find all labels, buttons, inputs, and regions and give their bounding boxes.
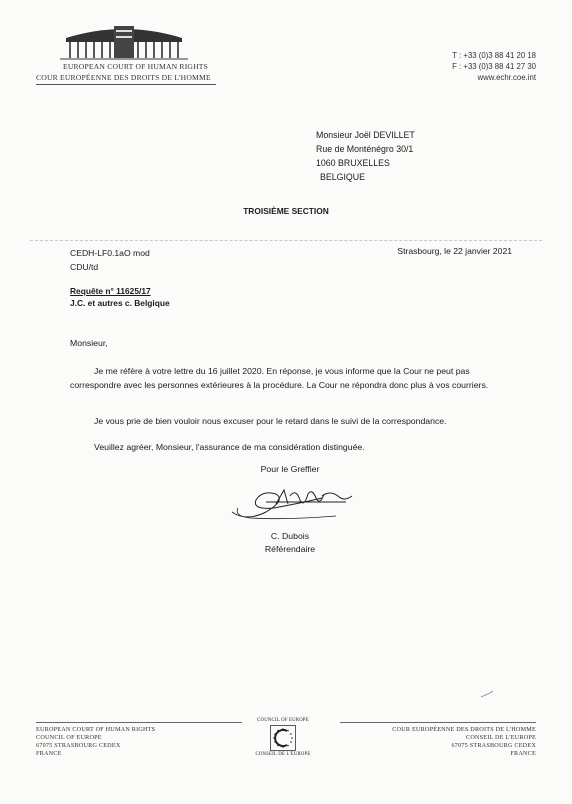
reference-code: CEDH-LF0.1aO mod xyxy=(70,248,150,258)
paragraph-1: Je me réfère à votre lettre du 16 juillet 2020. En réponse, je vous informe que la Cour ne peut pas correspondre avec les personnes extérieures à la procédure. La Cour ne répondra donc plus à vos courriers. xyxy=(70,366,489,390)
footer-rule-left xyxy=(36,722,242,723)
fax-number: F : +33 (0)3 88 41 27 30 xyxy=(452,62,536,71)
recipient-address xyxy=(316,128,415,184)
paragraph-3: Veuillez agréer, Monsieur, l'assurance de ma considération distinguée. xyxy=(94,442,365,452)
council-of-europe-emblem xyxy=(252,718,314,757)
coe-label-fr: CONSEIL DE L'EUROPE xyxy=(255,752,311,757)
footer-en-line: 67075 STRASBOURG CEDEX xyxy=(36,742,121,749)
faint-divider xyxy=(30,240,542,241)
application-block xyxy=(70,285,170,309)
court-building-logo xyxy=(58,14,190,60)
handwritten-signature xyxy=(226,482,366,524)
phone-number: T : +33 (0)3 88 41 20 18 xyxy=(452,51,536,60)
recipient-name: Monsieur Joël DEVILLET xyxy=(316,130,415,140)
footer-fr-line: CONSEIL DE L'EUROPE xyxy=(466,734,536,741)
paragraph-2: Je vous prie de bien vouloir nous excuser pour le retard dans le suivi de la correspondance. xyxy=(94,416,447,426)
footer-fr-line: 67075 STRASBOURG CEDEX xyxy=(451,742,536,749)
recipient-country: BELGIQUE xyxy=(320,172,365,182)
section-title: TROISIÈME SECTION xyxy=(243,206,329,216)
court-name-en: EUROPEAN COURT OF HUMAN RIGHTS xyxy=(63,62,209,71)
application-number: Requête n° 11625/17 xyxy=(70,286,151,296)
website-link[interactable]: www.echr.coe.int xyxy=(477,73,536,82)
court-name-fr: COUR EUROPÉENNE DES DROITS DE L'HOMME xyxy=(36,73,211,82)
reference-block xyxy=(70,246,150,274)
pen-mark xyxy=(480,690,494,698)
recipient-city: 1060 BRUXELLES xyxy=(316,158,390,168)
coe-label-en: COUNCIL OF EUROPE xyxy=(257,718,309,723)
footer-en-line: EUROPEAN COURT OF HUMAN RIGHTS xyxy=(36,726,156,733)
salutation: Monsieur, xyxy=(70,338,108,348)
signatory-block xyxy=(200,530,380,556)
signatory-title: Référendaire xyxy=(264,544,316,554)
footer-rule-right xyxy=(340,722,536,723)
footer-address-fr xyxy=(392,726,536,758)
footer-en-line: COUNCIL OF EUROPE xyxy=(36,734,102,741)
signatory-name: C. Dubois xyxy=(270,531,310,541)
case-title: J.C. et autres c. Belgique xyxy=(70,298,170,308)
header-divider xyxy=(36,84,216,85)
footer-address-en xyxy=(36,726,155,758)
signature-for: Pour le Greffier xyxy=(260,464,320,474)
letter-date: Strasbourg, le 22 janvier 2021 xyxy=(397,246,512,256)
footer-fr-line: COUR EUROPÉENNE DES DROITS DE L'HOMME xyxy=(392,726,536,733)
footer-fr-line: FRANCE xyxy=(510,750,536,757)
footer-en-line: FRANCE xyxy=(36,750,62,757)
contact-block xyxy=(452,50,536,83)
coe-logo-icon xyxy=(270,725,296,751)
reference-initials: CDU/td xyxy=(70,262,99,272)
recipient-street: Rue de Monténégro 30/1 xyxy=(316,144,414,154)
